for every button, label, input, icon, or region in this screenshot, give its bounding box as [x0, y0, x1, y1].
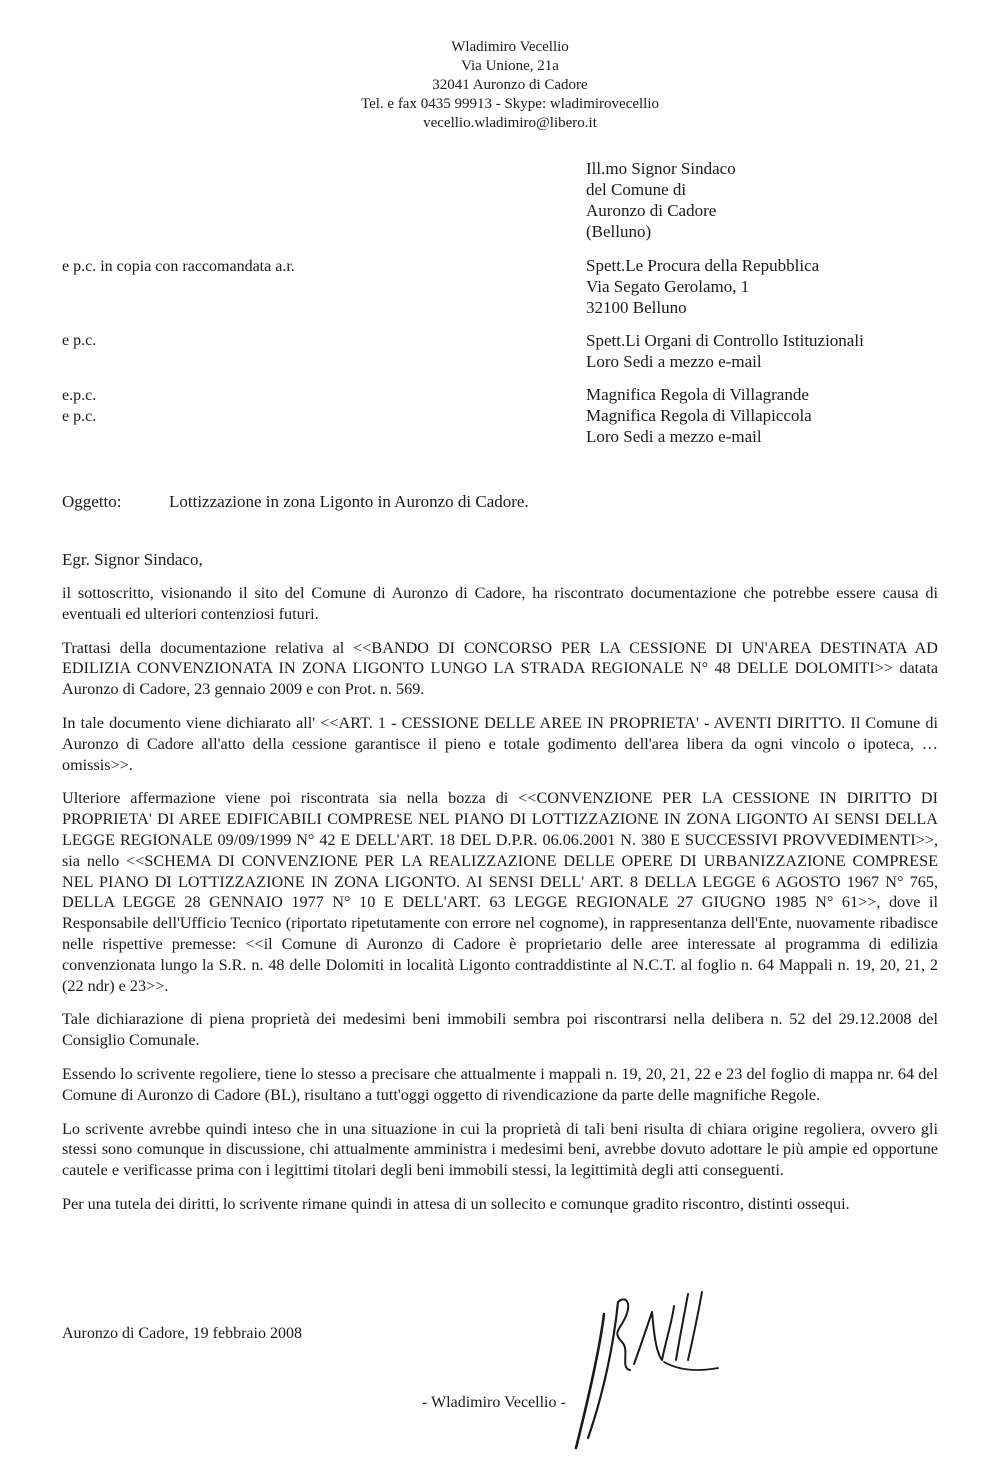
sender-email: vecellio.wladimiro@libero.it	[423, 115, 597, 131]
recipient-line: Spett.Le Procura della Repubblica	[586, 256, 820, 275]
recipient-line: Auronzo di Cadore	[586, 201, 717, 220]
salutation: Egr. Signor Sindaco,	[62, 550, 203, 569]
body-paragraph: Trattasi della documentazione relativa al <<BANDO DI CONCORSO PER LA CESSIONE DI UN'AREA DESTINATA AD EDILIZIA CONVENZIONATA IN ZONA LIGONTO LUNGO LA STRADA REGIONALE N° 48 DELLE DOLOMITI>> datata Auronzo di Cadore, 23 gennaio 2009 e con Prot. n. 569.	[62, 638, 938, 699]
sender-phone: Tel. e fax 0435 99913 - Skype: wladimirovecellio	[360, 96, 660, 112]
recipient-line: 32100 Belluno	[586, 298, 687, 317]
recipient-procura	[586, 255, 819, 318]
recipient-line: Loro Sedi a mezzo e-mail	[586, 427, 762, 446]
signer-name: - Wladimiro Vecellio -	[422, 1394, 566, 1411]
sender-name: Wladimiro Vecellio	[451, 39, 569, 55]
body-paragraph: Ulteriore affermazione viene poi riscontrata sia nella bozza di <<CONVENZIONE PER LA CESSIONE IN DIRITTO DI PROPRIETA' DI AREE EDIFICABILI COMPRESE NEL PIANO DI LOTTIZZAZIONE IN ZONA LIGONTO AI SENSI DELLA LEGGE REGIONALE 09/09/1999 N° 42 E DELL'ART. 18 DEL D.P.R. 06.06.2001 N. 380 E SUCCESSIVI PROVVEDIMENTI>>, sia nello <<SCHEMA DI CONVENZIONE PER LA REALIZZAZIONE DELLE OPERE DI URBANIZZAZIONE COMPRESE NEL PIANO DI LOTTIZZAZIONE IN ZONA LIGONTO. AI SENSI DELL' ART. 8 DELLA LEGGE 6 AGOSTO 1967 N° 765, DELLA LEGGE 28 GENNAIO 1977 N° 10 E DELL'ART. 63 LEGGE REGIONALE 27 GIUGNO 1985 N° 61>>, dove il Responsabile dell'Ufficio Tecnico (riportato ripetutamente con errore nel cognome), in rappresentanza dell'Ente, nuovamente ribadisce nelle rispettive premesse: <<il Comune di Auronzo di Cadore è proprietario delle aree interessate al programma di edilizia convenzionata lungo la S.R. n. 48 delle Dolomiti in località Ligonto contraddistinte al N.C.T. al foglio n. 64 Mappali n. 19, 20, 21, 2 (22 ndr) e 23>>.	[62, 789, 938, 995]
body-paragraph: Essendo lo scrivente regoliere, tiene lo stesso a precisare che attualmente i mappali n. 19, 20, 21, 22 e 23 del foglio di mappa nr. 64 del Comune di Auronzo di Cadore (BL), risultano a tutt'oggi oggetto di rivendicazione da parte delle magnifiche Regole.	[62, 1064, 938, 1104]
recipient-line: Ill.mo Signor Sindaco	[586, 159, 736, 178]
sender-block	[300, 38, 720, 133]
body-paragraph: il sottoscritto, visionando il sito del Comune di Auronzo di Cadore, ha riscontrato documentazione che potrebbe essere causa di eventuali ed ulteriori contenziosi futuri.	[62, 584, 938, 623]
sender-city: 32041 Auronzo di Cadore	[432, 77, 588, 93]
body-paragraph: Lo scrivente avrebbe quindi inteso che in una situazione in cui la proprietà di tali beni risulta di chiara origine regoliera, ovvero gli stessi sono comunque in discussione, chi attualmente amministra i medesimi beni, avrebbe dovuto adottare le più ampie ed opportune cautele e verificasse prima con i legittimi titolari degli beni immobili stessi, la legittimità degli atti conseguenti.	[62, 1119, 938, 1180]
recipient-regole	[586, 384, 812, 447]
body-paragraph: In tale documento viene dichiarato all' <<ART. 1 - CESSIONE DELLE AREE IN PROPRIETA' - AVENTI DIRITTO. Il Comune di Auronzo di Cadore all'atto della cessione garantisce il pieno e totale godimento dell'area libera da ogni vincolo o ipoteca, … omissis>>.	[62, 713, 938, 774]
epc-label-organi: e p.c.	[62, 332, 97, 349]
epc-label-regole-1: e.p.c.	[62, 387, 97, 404]
recipient-line: Loro Sedi a mezzo e-mail	[586, 352, 762, 371]
recipient-line: Magnifica Regola di Villapiccola	[586, 406, 812, 425]
subject-text: Lottizzazione in zona Ligonto in Auronzo di Cadore.	[169, 492, 529, 511]
recipient-line: Magnifica Regola di Villagrande	[586, 385, 809, 404]
letter-body	[62, 583, 938, 1228]
place-date: Auronzo di Cadore, 19 febbraio 2008	[62, 1325, 302, 1342]
recipient-line: Via Segato Gerolamo, 1	[586, 277, 750, 296]
epc-label-regole-2: e p.c.	[62, 408, 97, 425]
sender-street: Via Unione, 21a	[461, 58, 559, 74]
body-paragraph: Per una tutela dei diritti, lo scrivente rimane quindi in attesa di un sollecito e comunque gradito riscontro, distinti ossequi.	[62, 1194, 850, 1213]
recipient-line: Spett.Li Organi di Controllo Istituzionali	[586, 331, 864, 350]
epc-label-procura: e p.c. in copia con raccomandata a.r.	[62, 258, 295, 275]
subject-label: Oggetto:	[62, 492, 122, 511]
handwritten-signature	[560, 1272, 730, 1457]
recipient-mayor	[586, 158, 736, 242]
recipient-organi	[586, 330, 864, 372]
recipient-line: (Belluno)	[586, 222, 652, 241]
recipient-line: del Comune di	[586, 180, 687, 199]
body-paragraph: Tale dichiarazione di piena proprietà dei medesimi beni immobili sembra poi riscontrarsi nella delibera n. 52 del 29.12.2008 del Consiglio Comunale.	[62, 1010, 938, 1050]
subject-line	[62, 492, 529, 512]
